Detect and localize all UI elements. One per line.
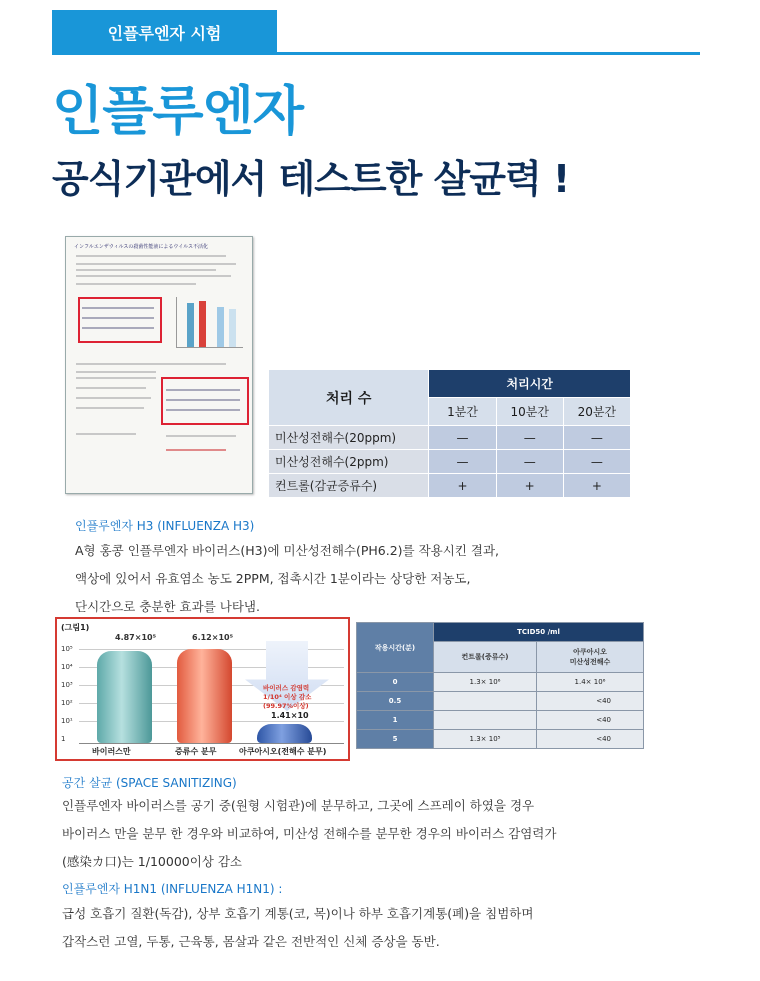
section-heading-h3: 인플루엔자 H3 (INFLUENZA H3) xyxy=(75,519,255,533)
annotation-line: 바이러스 감염력 xyxy=(263,684,310,692)
page-title: 인플루엔자 xyxy=(52,81,303,142)
cell-time: 0.5 xyxy=(357,692,434,711)
bar-distilled-water xyxy=(177,649,232,743)
tcid50-table xyxy=(356,622,644,749)
y-tick: 10⁵ xyxy=(61,645,73,653)
row-label: 미산성전해수(20ppm) xyxy=(269,426,429,450)
table-row xyxy=(357,692,644,711)
bar-label: 증류수 분무 xyxy=(175,747,217,756)
graph-caption: (그림1) xyxy=(61,623,90,632)
table-row xyxy=(269,450,631,474)
cell-aquasio: <40 xyxy=(537,692,644,711)
section-heading-h1n1: 인플루엔자 H1N1 (INFLUENZA H1N1) : xyxy=(62,882,283,896)
header-divider xyxy=(52,52,700,55)
cell-control xyxy=(434,711,537,730)
cell-value: — xyxy=(563,426,630,450)
header-tab: 인플루엔자 시험 xyxy=(52,10,277,54)
y-tick: 10¹ xyxy=(61,717,73,725)
cell-time: 5 xyxy=(357,730,434,749)
table-row xyxy=(269,426,631,450)
table-header-1min: 1분간 xyxy=(429,398,496,426)
text-line: A형 홍콩 인플루엔자 바이러스(H3)에 미산성전해수(PH6.2)를 작용시킨 결과, xyxy=(75,543,499,558)
table-header-20min: 20분간 xyxy=(563,398,630,426)
bar-virus-only xyxy=(97,651,152,743)
bar-aquasio xyxy=(257,724,312,743)
annotation-line: (99.97%이상) xyxy=(263,702,309,710)
table-row xyxy=(357,673,644,692)
test-report-image xyxy=(65,236,253,494)
table-header-aquasio xyxy=(537,642,644,673)
table-header-10min: 10분간 xyxy=(496,398,563,426)
text-line: 액상에 있어서 유효염소 농도 2PPM, 접촉시간 1분이라는 상당한 저농도, xyxy=(75,571,471,586)
bar2-value: 6.12×10⁵ xyxy=(192,633,234,642)
text-line: 급성 호흡기 질환(독감), 상부 호흡기 계통(코, 목)이나 하부 호흡기계통(폐)을 침범하며 xyxy=(62,906,534,921)
infectivity-graph xyxy=(55,617,350,761)
cell-aquasio: 1.4× 10⁶ xyxy=(537,673,644,692)
text-line: 단시간으로 충분한 효과를 나타냄. xyxy=(75,599,260,614)
table-header-control: 컨트롤(증류수) xyxy=(434,642,537,673)
text-line: 인플루엔자 바이러스를 공기 중(원형 시험관)에 분무하고, 그곳에 스프레이 하였을 경우 xyxy=(62,798,535,813)
page-subtitle: 공식기관에서 테스트한 살균력 ! xyxy=(52,157,570,201)
cell-value: + xyxy=(429,474,496,498)
table-header-treatment: 처리 수 xyxy=(269,370,429,426)
paragraph-space xyxy=(62,792,556,876)
cell-value: + xyxy=(496,474,563,498)
table-row xyxy=(357,730,644,749)
cell-value: — xyxy=(429,426,496,450)
annotation-line: 1/10⁴ 이상 감소 xyxy=(263,693,312,701)
cell-control: 1.3× 10⁵ xyxy=(434,730,537,749)
header-line: 미산성전해수 xyxy=(569,658,611,666)
cell-aquasio: <40 xyxy=(537,730,644,749)
cell-time: 0 xyxy=(357,673,434,692)
cell-value: — xyxy=(496,426,563,450)
bar3-value: 1.41×10 xyxy=(271,711,309,720)
cell-time: 1 xyxy=(357,711,434,730)
text-line: (感染カ口)는 1/10000이상 감소 xyxy=(62,854,243,869)
cell-value: — xyxy=(429,450,496,474)
bar-label: 바이러스만 xyxy=(92,747,131,756)
row-label: 미산성전해수(2ppm) xyxy=(269,450,429,474)
table-row xyxy=(269,474,631,498)
bar-label: 아쿠아시오(전해수 분무) xyxy=(239,747,327,756)
cell-value: — xyxy=(496,450,563,474)
row-label: 컨트롤(감균증류수) xyxy=(269,474,429,498)
paragraph-h3 xyxy=(75,537,499,621)
header-line: 아쿠아시오 xyxy=(573,648,607,656)
cell-aquasio: <40 xyxy=(537,711,644,730)
cell-control xyxy=(434,692,537,711)
paragraph-h1n1 xyxy=(62,900,533,956)
report-title: インフルエンザウィルスの殺菌性能液によるウイルス不活化 xyxy=(74,244,209,250)
cell-value: — xyxy=(563,450,630,474)
y-tick: 1 xyxy=(61,735,66,743)
y-tick: 10⁴ xyxy=(61,663,73,671)
table-header-tcid50: TCID50 /ml xyxy=(434,623,644,642)
text-line: 갑작스런 고열, 두통, 근육통, 몸살과 같은 전반적인 신체 증상을 동반. xyxy=(62,934,440,949)
section-heading-space: 공간 살균 (SPACE SANITIZING) xyxy=(62,776,237,790)
treatment-time-table xyxy=(268,369,631,498)
y-tick: 10² xyxy=(61,699,73,707)
table-row xyxy=(357,711,644,730)
cell-control: 1.3× 10⁶ xyxy=(434,673,537,692)
table-header-time: 작용시간(분) xyxy=(357,623,434,673)
table-header-time: 처리시간 xyxy=(429,370,631,398)
y-tick: 10³ xyxy=(61,681,73,689)
cell-value: + xyxy=(563,474,630,498)
text-line: 바이러스 만을 분무 한 경우와 비교하여, 미산성 전해수를 분무한 경우의 바이러스 감염력가 xyxy=(62,826,557,841)
bar1-value: 4.87×10⁵ xyxy=(115,633,157,642)
